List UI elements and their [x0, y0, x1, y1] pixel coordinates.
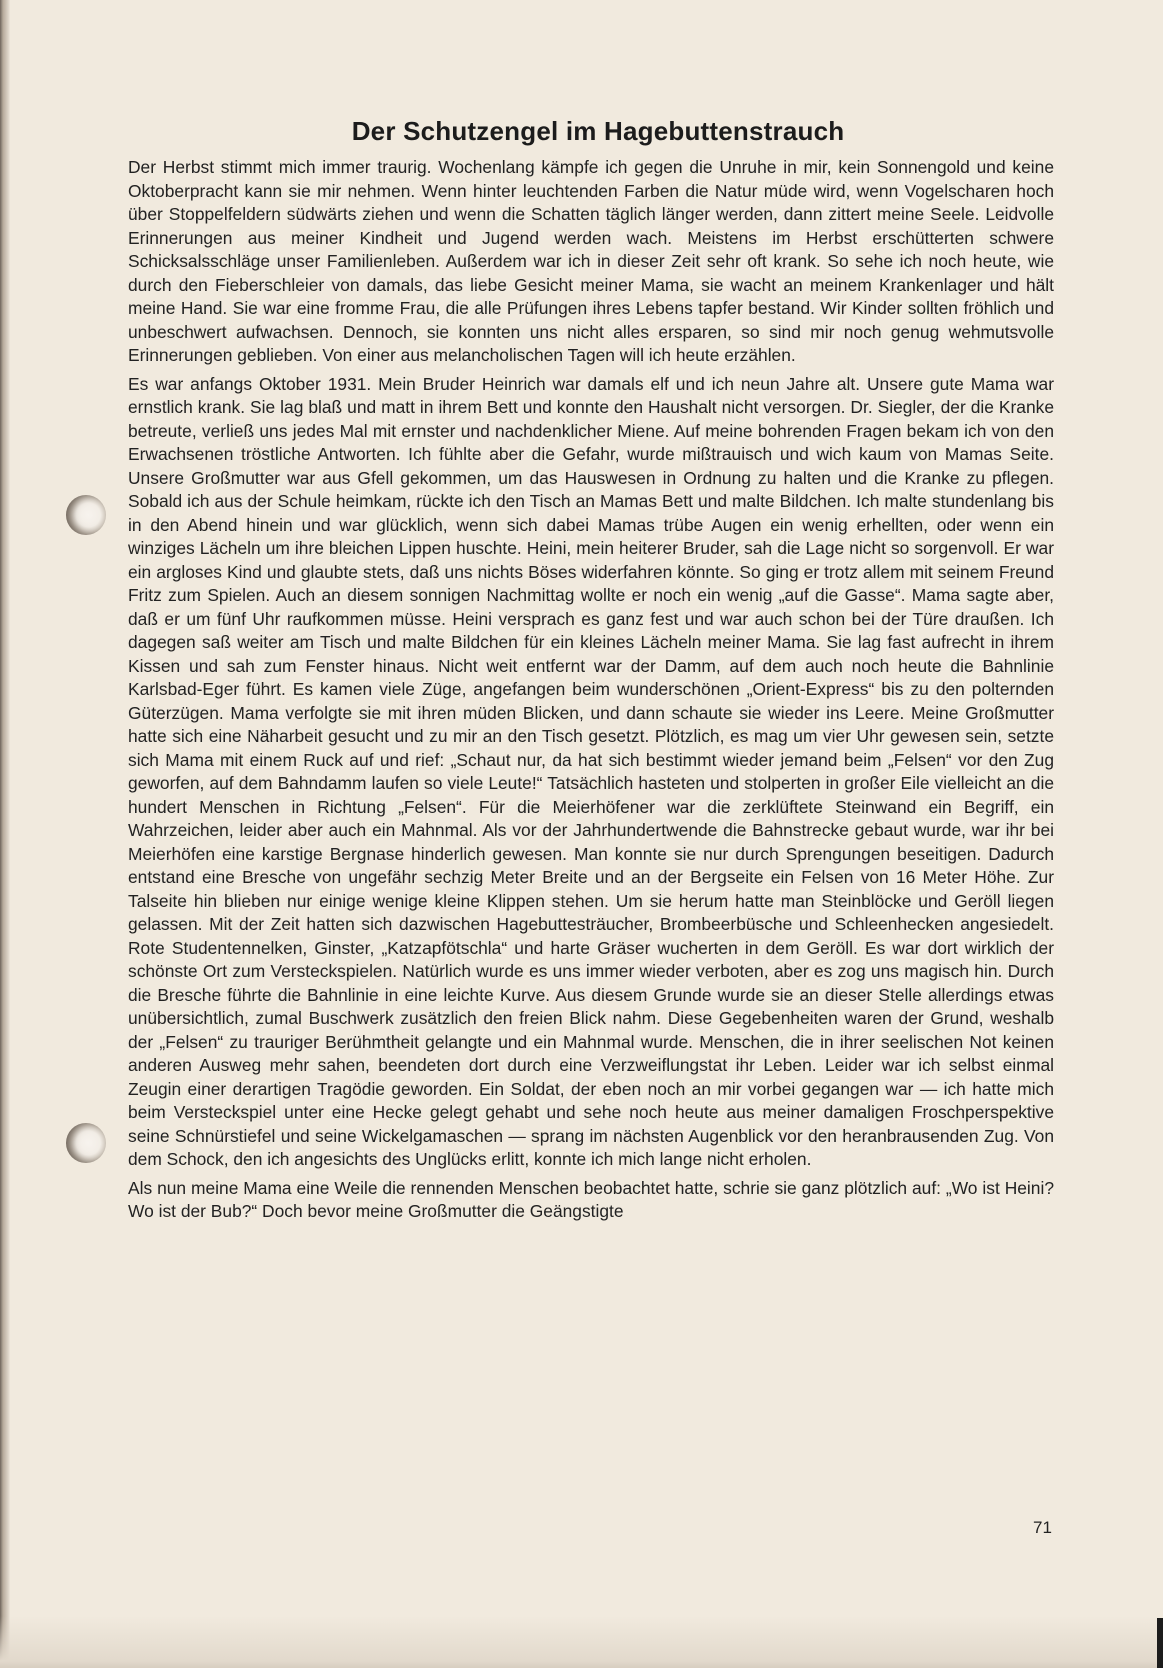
paragraph-3: Als nun meine Mama eine Weile die rennenden Menschen beobachtet hatte, schrie sie ganz plötzlich auf: „Wo ist Heini? Wo ist der Bub?“ Doch bevor meine Großmutter die Geängstigte	[128, 1177, 1054, 1221]
paragraph-2: Es war anfangs Oktober 1931. Mein Bruder Heinrich war damals elf und ich neun Jahre alt. Unsere gute Mama war ernstlich krank. Sie lag blaß und matt in ihrem Bett und konnte den Haushalt nicht versorgen. Dr. Siegler, der die Kranke betreute, verließ uns jedes Mal mit ernster und nachdenklicher Miene. Auf meine bohrenden Fragen bekam ich von den Erwachsenen tröstliche Antworten. Ich fühlte aber die Gefahr, wurde mißtrauisch und wich kaum von Mamas Seite. Unsere Großmutter war aus Gfell gekommen, um das Hauswesen in Ordnung zu halten und die Kranke zu pflegen. Sobald ich aus der Schule heimkam, rückte ich den Tisch an Mamas Bett und malte Bildchen. Ich malte stundenlang bis in den Abend hinein und war glücklich, wenn sich dabei Mamas trübe Augen ein wenig erhellten, oder wenn ein winziges Lächeln um ihre bleichen Lippen huschte. Heini, mein heiterer Bruder, sah die Lage nicht so sorgenvoll. Er war ein argloses Kind und glaubte stets, daß uns nichts Böses widerfahren könnte. So ging er trotz allem mit seinem Freund Fritz zum Spielen. Auch an diesem sonnigen Nachmittag wollte er noch ein wenig „auf die Gasse“. Mama sagte aber, daß er um fünf Uhr raufkommen müsse. Heini versprach es ganz fest und war auch schon bei der Türe draußen. Ich dagegen saß weiter am Tisch und malte Bildchen für ein kleines Lächeln meiner Mama. Sie lag fast aufrecht in ihrem Kissen und sah zum Fenster hinaus. Nicht weit entfernt war der Damm, auf dem auch noch heute die Bahnlinie Karlsbad-Eger führt. Es kamen viele Züge, angefangen beim wunderschönen „Orient-Express“ bis zu den polternden Güterzügen. Mama verfolgte sie mit ihren müden Blicken, und dann schaute sie wieder ins Leere. Meine Großmutter hatte sich eine Näharbeit gesucht und zu mir an den Tisch gesetzt. Plötzlich, es mag um vier Uhr gewesen sein, setzte sich Mama mit einem Ruck auf und rief: „Schaut nur, da hat sich bestimmt wieder jemand beim „Felsen“ vor den Zug geworfen, auf dem Bahndamm laufen so viele Leute!“ Tatsächlich hasteten und stolperten in großer Eile vielleicht an die hundert Menschen in Richtung „Felsen“. Für die Meierhöfener war die zerklüftete Steinwand ein Begriff, ein Wahrzeichen, leider aber auch ein Mahnmal. Als vor der Jahrhundertwende die Bahnstrecke gebaut wurde, war ihr bei Meierhöfen eine karstige Bergnase hinderlich gewesen. Man konnte sie nur durch Sprengungen beseitigen. Dadurch entstand eine Bresche von ungefähr sechzig Meter Breite und an der Bergseite ein Felsen von 16 Meter Höhe. Zur Talseite hin blieben nur einige wenige kleine Klippen stehen. Um sie herum hatte man Steinblöcke und Geröll liegen gelassen. Mit der Zeit hatten sich dazwischen Hagebuttesträucher, Brombeerbüsche und Schleenhecken angesiedelt. Rote Studentennelken, Ginster, „Katzapfötschla“ und harte Gräser wucherten in dem Geröll. Es war dort wirklich der schönste Ort zum Versteckspielen. Natürlich wurde es uns immer wieder verboten, aber es zog uns magisch hin. Durch die Bresche führte die Bahnlinie in eine leichte Kurve. Aus diesem Grunde wurde sie an dieser Stelle allerdings etwas unübersichtlich, zumal Buschwerk zusätzlich den freien Blick nahm. Diese Gegebenheiten waren der Grund, weshalb der „Felsen“ zu trauriger Berühmtheit gelangte und ein Mahnmal wurde. Menschen, die in ihrer seelischen Not keinen anderen Ausweg mehr sahen, beendeten dort durch eine Verzweiflungstat ihr Leben. Leider war ich selbst einmal Zeugin einer derartigen Tragödie geworden. Ein Soldat, der eben noch an mir vorbei gegangen war — ich hatte mich beim Versteckspiel unter eine Hecke gelegt gehabt und sehe noch heute aus meiner damaligen Froschperspektive seine Schnürstiefel und seine Wickelgamaschen — sprang im nächsten Augenblick vor den heranbrausenden Zug. Von dem Schock, den ich angesichts des Unglücks erlitt, konnte ich mich lange nicht erholen.	[128, 373, 1054, 1169]
punch-hole-top	[66, 495, 106, 535]
page-binding-edge	[0, 0, 10, 1668]
page-title: Der Schutzengel im Hagebuttenstrauch	[351, 116, 845, 146]
body-text	[128, 156, 1054, 1229]
scan-corner-mark	[1157, 1618, 1163, 1668]
punch-hole-bottom	[66, 1123, 106, 1163]
page-bottom-shadow	[0, 1616, 1163, 1668]
page-number: 71	[1033, 1518, 1052, 1537]
paragraph-1: Der Herbst stimmt mich immer traurig. Wochenlang kämpfe ich gegen die Unruhe in mir, kein Sonnengold und keine Oktoberpracht kann sie mir nehmen. Wenn hinter leuchtenden Farben die Natur müde wird, wenn Vogelscharen hoch über Stoppelfeldern südwärts ziehen und wenn die Schatten täglich länger werden, dann zittert meine Seele. Leidvolle Erinnerungen aus meiner Kindheit und Jugend werden wach. Meistens im Herbst erschütterten schwere Schicksalsschläge unser Familienleben. Außerdem war ich in dieser Zeit sehr oft krank. So sehe ich noch heute, wie durch den Fieberschleier von damals, das liebe Gesicht meiner Mama, sie wacht an meinem Krankenlager und hält meine Hand. Sie war eine fromme Frau, die alle Prüfungen ihres Lebens tapfer bestand. Wir Kinder sollten fröhlich und unbeschwert aufwachsen. Dennoch, sie konnten uns nicht alles ersparen, so sind mir noch genug wehmutsvolle Erinnerungen geblieben. Von einer aus melancholischen Tagen will ich heute erzählen.	[128, 157, 1054, 365]
